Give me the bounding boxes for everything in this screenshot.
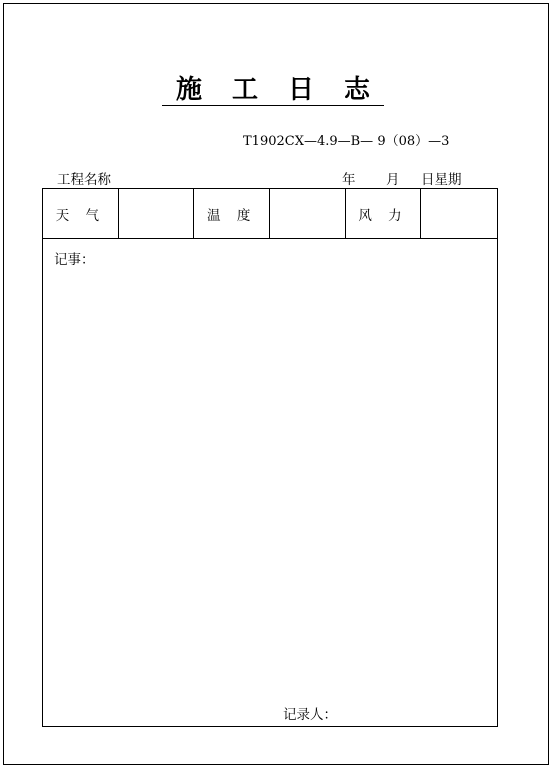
form-code: T1902CX—4.9—B— 9（08）—3 — [243, 134, 450, 149]
page-title — [162, 74, 384, 106]
title-char-3: 日 — [287, 74, 314, 105]
day-week-label: 日星期 — [421, 172, 462, 188]
weather-field[interactable] — [119, 189, 195, 238]
weather-label: 天 气 — [43, 189, 119, 238]
recorder-label: 记录人： — [283, 707, 337, 723]
project-name-label: 工程名称 — [57, 172, 111, 188]
year-label: 年 — [342, 172, 356, 188]
title-char-4: 志 — [343, 74, 370, 105]
wind-label: 风 力 — [346, 189, 422, 238]
title-char-1: 施 — [176, 74, 203, 105]
notes-area[interactable] — [42, 238, 498, 727]
notes-label: 记事： — [54, 252, 95, 268]
weather-table — [42, 188, 498, 239]
title-char-2: 工 — [231, 74, 258, 105]
month-label: 月 — [386, 172, 400, 188]
temperature-field[interactable] — [270, 189, 346, 238]
wind-field[interactable] — [421, 189, 497, 238]
temperature-label: 温 度 — [194, 189, 270, 238]
